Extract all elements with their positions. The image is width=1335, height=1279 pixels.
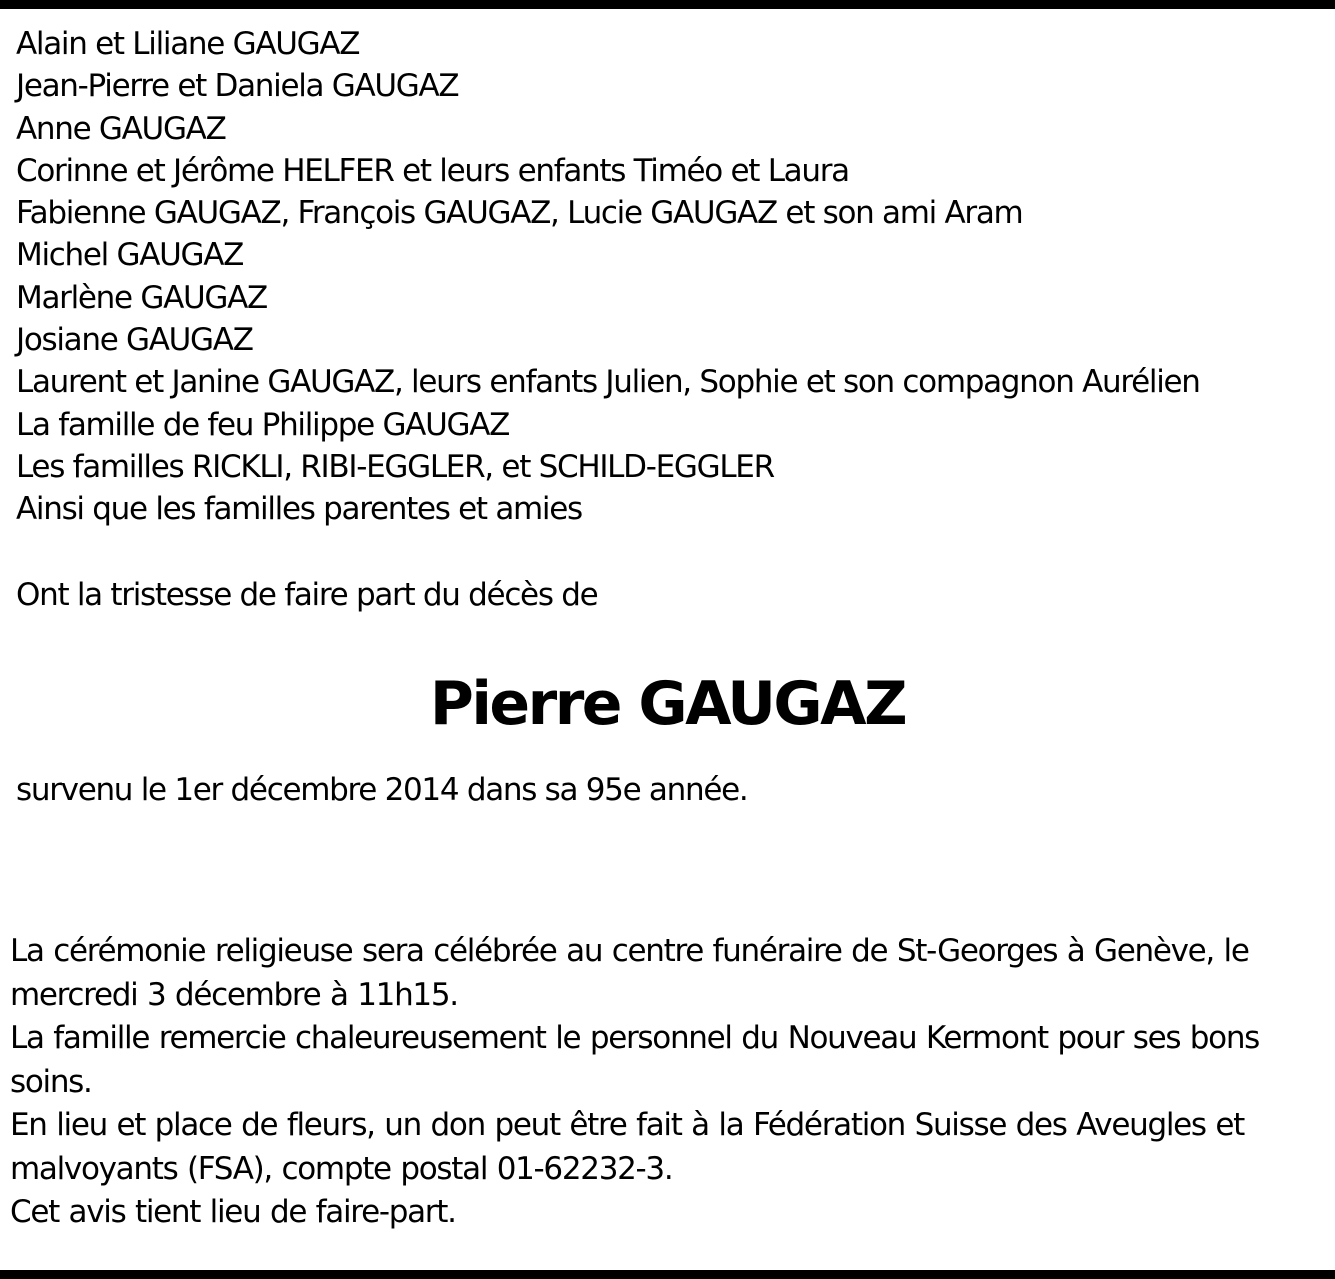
thanks-paragraph: La famille remercie chaleureusement le personnel du Nouveau Kermont pour ses bons soins. xyxy=(10,1020,1260,1100)
family-line: Les familles RICKLI, RIBI-EGGLER, et SCHILD-EGGLER xyxy=(16,448,774,485)
family-line: La famille de feu Philippe GAUGAZ xyxy=(16,406,510,443)
family-line: Anne GAUGAZ xyxy=(16,110,226,147)
ceremony-paragraph: La cérémonie religieuse sera célébrée au centre funéraire de St-Georges à Genève, le mercredi 3 décembre à 11h15. xyxy=(10,933,1249,1013)
family-list xyxy=(16,23,1200,531)
announcement-intro: Ont la tristesse de faire part du décès de xyxy=(16,577,598,613)
family-line: Michel GAUGAZ xyxy=(16,237,244,274)
family-line: Laurent et Janine GAUGAZ, leurs enfants Julien, Sophie et son compagnon Aurélien xyxy=(16,364,1200,401)
family-line: Alain et Liliane GAUGAZ xyxy=(16,26,360,62)
closing-paragraph: Cet avis tient lieu de faire-part. xyxy=(10,1194,456,1230)
bottom-border-rule xyxy=(0,1270,1335,1279)
family-line: Jean-Pierre et Daniela GAUGAZ xyxy=(16,68,459,105)
family-line: Ainsi que les familles parentes et amies xyxy=(16,491,582,528)
family-line: Fabienne GAUGAZ, François GAUGAZ, Lucie GAUGAZ et son ami Aram xyxy=(16,195,1023,232)
death-date-info: survenu le 1er décembre 2014 dans sa 95e année. xyxy=(16,772,748,808)
funeral-notice xyxy=(10,930,1332,1235)
family-line: Corinne et Jérôme HELFER et leurs enfants Timéo et Laura xyxy=(16,152,849,189)
donation-paragraph: En lieu et place de fleurs, un don peut être fait à la Fédération Suisse des Aveugles et malvoyants (FSA), compte postal 01-62232-3. xyxy=(10,1107,1244,1187)
deceased-name: Pierre GAUGAZ xyxy=(429,669,906,739)
family-line: Marlène GAUGAZ xyxy=(16,279,267,316)
top-border-rule xyxy=(0,0,1335,9)
family-line: Josiane GAUGAZ xyxy=(16,322,253,359)
